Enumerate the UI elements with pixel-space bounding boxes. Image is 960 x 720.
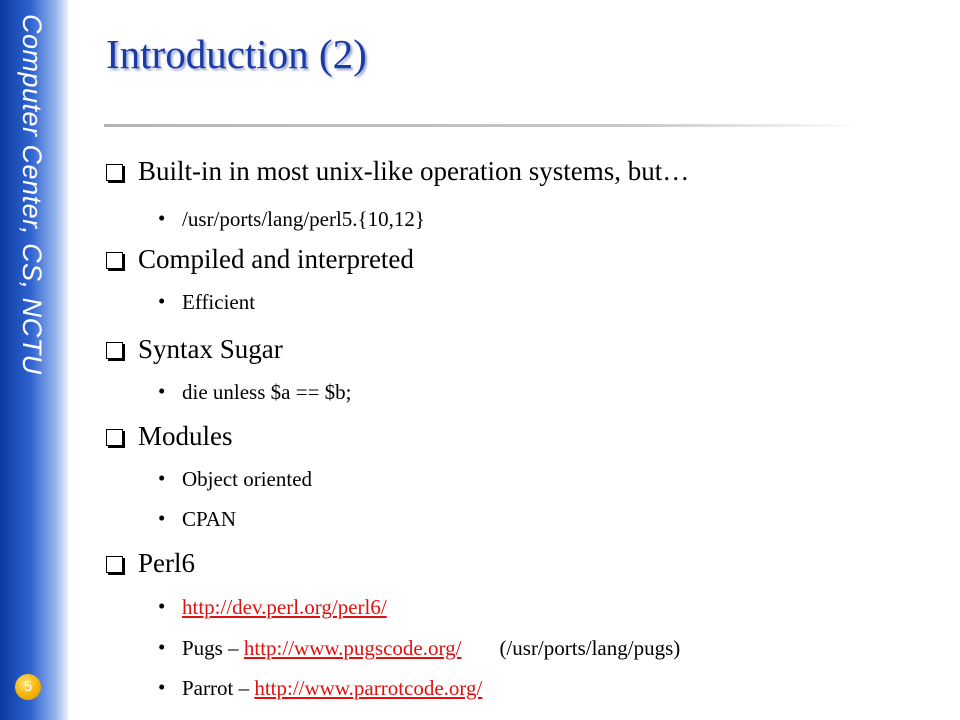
heading-text: Perl6: [138, 548, 195, 578]
perl6-link[interactable]: http://dev.perl.org/perl6/: [182, 595, 387, 619]
heading-text: Modules: [138, 421, 233, 451]
bullet-heading-compiled: [106, 244, 414, 275]
bullet-dot-icon: •: [158, 635, 166, 659]
parrot-prefix: Parrot –: [182, 676, 255, 700]
parrot-link[interactable]: http://www.parrotcode.org/: [254, 676, 483, 700]
pugs-port-path: (/usr/ports/lang/pugs): [499, 636, 681, 660]
checkbox-bullet-icon: [106, 342, 123, 359]
sub-item-object-oriented: [158, 466, 313, 492]
bullet-heading-perl6: [106, 548, 195, 579]
bullet-dot-icon: •: [158, 594, 166, 618]
bullet-dot-icon: •: [158, 506, 166, 530]
title-divider: [104, 124, 864, 127]
sub-item-parrot: [158, 675, 483, 701]
bullet-dot-icon: •: [158, 466, 166, 490]
slide-title: Introduction (2): [106, 31, 367, 77]
sub-item-die-unless: [158, 379, 352, 405]
sub-item-text: Object oriented: [182, 467, 313, 491]
sub-item-text: /usr/ports/lang/perl5.{10,12}: [182, 207, 425, 231]
pugs-prefix: Pugs –: [182, 636, 244, 660]
bullet-heading-syntax-sugar: [106, 334, 283, 365]
page-number-badge: 5: [15, 674, 41, 700]
heading-text: Syntax Sugar: [138, 334, 283, 364]
checkbox-bullet-icon: [106, 164, 123, 181]
sidebar-org-label: Computer Center, CS, NCTU: [17, 14, 47, 375]
sub-item-text: die unless $a == $b;: [182, 380, 352, 404]
bullet-heading-builtin: [106, 156, 689, 187]
heading-text: Compiled and interpreted: [138, 244, 414, 274]
bullet-heading-modules: [106, 421, 233, 452]
pugs-link[interactable]: http://www.pugscode.org/: [243, 636, 462, 660]
sub-item-cpan: [158, 506, 237, 532]
bullet-dot-icon: •: [158, 206, 166, 230]
bullet-dot-icon: •: [158, 289, 166, 313]
bullet-dot-icon: •: [158, 379, 166, 403]
sidebar: [0, 0, 68, 720]
sub-item-perl5-port: [158, 206, 425, 232]
bullet-dot-icon: •: [158, 675, 166, 699]
sub-item-text: CPAN: [182, 507, 237, 531]
sub-item-perl6-link: [158, 594, 387, 620]
checkbox-bullet-icon: [106, 252, 123, 269]
checkbox-bullet-icon: [106, 429, 123, 446]
checkbox-bullet-icon: [106, 556, 123, 573]
heading-text: Built-in in most unix-like operation systems, but…: [138, 156, 690, 186]
sub-item-efficient: [158, 289, 256, 315]
sub-item-pugs: [158, 635, 681, 661]
sub-item-text: Efficient: [182, 290, 256, 314]
